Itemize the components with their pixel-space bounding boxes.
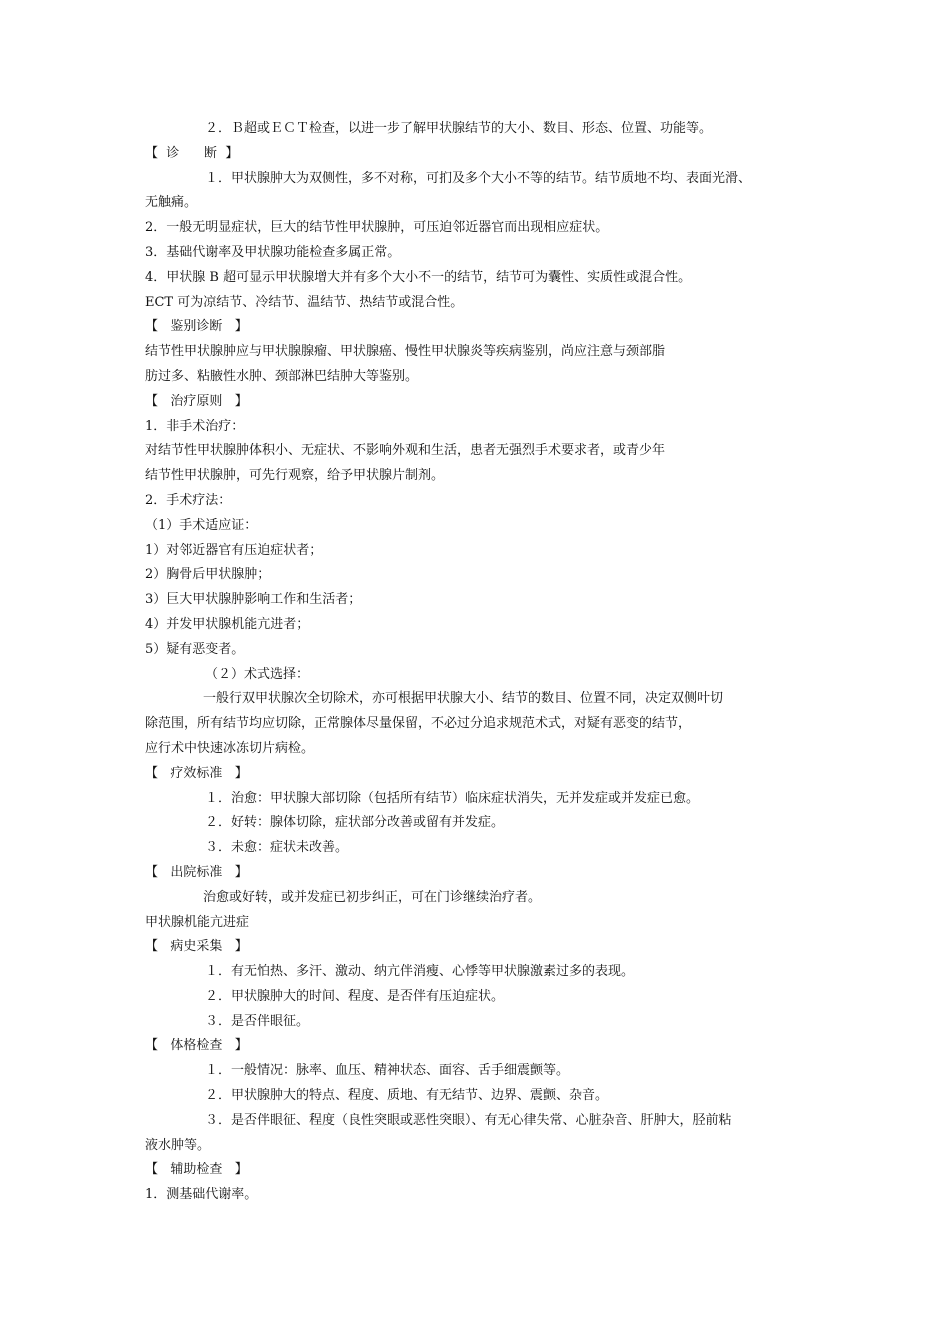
text-line: 2．手术疗法： <box>145 492 232 508</box>
text-line: ２．甲状腺肿大的特点、程度、质地、有无结节、边界、震颤、杂音。 <box>205 1088 609 1104</box>
text-line: ３．是否伴眼征。 <box>205 1013 310 1029</box>
text-line: １．治愈：甲状腺大部切除（包括所有结节）临床症状消失，无并发症或并发症已愈。 <box>205 790 700 806</box>
text-line: 1．测基础代谢率。 <box>145 1187 258 1203</box>
text-line: ECT 可为凉结节、冷结节、温结节、热结节或混合性。 <box>145 294 464 310</box>
text-line: 1）对邻近器官有压迫症状者； <box>145 542 323 558</box>
text-line: ２．甲状腺肿大的时间、程度、是否伴有压迫症状。 <box>205 988 505 1004</box>
text-line: （２）术式选择： <box>205 666 310 682</box>
text-line: 4）并发甲状腺机能亢进者； <box>145 616 310 632</box>
chapter-title: 甲状腺机能亢进症 <box>145 914 250 930</box>
section-heading-differential: 【 鉴别诊断 】 <box>145 319 248 335</box>
text-line: 4．甲状腺 B 超可显示甲状腺增大并有多个大小不一的结节，结节可为囊性、实质性或混合性。 <box>145 269 692 285</box>
text-line: 除范围，所有结节均应切除，正常腺体尽量保留，不必过分追求规范术式，对疑有恶变的结节， <box>145 716 692 732</box>
text-line: 对结节性甲状腺肿体积小、无症状、不影响外观和生活，患者无强烈手术要求者，或青少年 <box>145 443 666 459</box>
text-line: 3）巨大甲状腺肿影响工作和生活者； <box>145 592 362 608</box>
text-line: １．一般情况：脉率、血压、精神状态、面容、舌手细震颤等。 <box>205 1063 570 1079</box>
section-heading-discharge: 【 出院标准 】 <box>145 864 248 880</box>
text-line: 结节性甲状腺肿，可先行观察，给予甲状腺片制剂。 <box>145 468 445 484</box>
text-line: 无触痛。 <box>145 195 198 211</box>
text-line: 3．基础代谢率及甲状腺功能检查多属正常。 <box>145 244 401 260</box>
text-line: ２．Ｂ超或ＥＣＴ检查，以进一步了解甲状腺结节的大小、数目、形态、位置、功能等。 <box>205 121 713 136</box>
section-heading-diagnosis: 【 诊 断 】 <box>145 145 239 161</box>
text-line: 治愈或好转，或并发症已初步纠正，可在门诊继续治疗者。 <box>203 889 542 905</box>
text-line: １．有无怕热、多汗、激动、纳亢伴消瘦、心悸等甲状腺激素过多的表现。 <box>205 964 635 980</box>
document-body <box>145 117 805 1208</box>
text-line: ２．好转：腺体切除，症状部分改善或留有并发症。 <box>205 815 505 831</box>
text-line: 液水肿等。 <box>145 1137 211 1153</box>
text-line: 一般行双甲状腺次全切除术，亦可根据甲状腺大小、结节的数目、位置不同，决定双侧叶切 <box>203 691 724 707</box>
section-heading-treatment: 【 治疗原则 】 <box>145 393 248 409</box>
text-line: ３．未愈：症状未改善。 <box>205 840 349 856</box>
text-line: （1）手术适应证： <box>145 517 258 533</box>
text-line: 1．非手术治疗： <box>145 418 245 434</box>
text-line: 肪过多、粘腋性水肿、颈部淋巴结肿大等鉴别。 <box>145 368 419 384</box>
text-line: 2）胸骨后甲状腺肿； <box>145 567 271 583</box>
text-line: ３．是否伴眼征、程度（良性突眼或恶性突眼）、有无心律失常、心脏杂音、肝肿大，胫前粘 <box>205 1112 732 1128</box>
section-heading-auxiliary-exam: 【 辅助检查 】 <box>145 1162 248 1178</box>
section-heading-physical-exam: 【 体格检查 】 <box>145 1038 248 1054</box>
section-heading-efficacy: 【 疗效标准 】 <box>145 765 248 781</box>
text-line: １．甲状腺肿大为双侧性，多不对称，可扪及多个大小不等的结节。结节质地不均、表面光滑、 <box>205 170 752 186</box>
section-heading-history: 【 病史采集 】 <box>145 939 248 955</box>
text-line: 应行术中快速冰冻切片病检。 <box>145 740 315 756</box>
text-line: 结节性甲状腺肿应与甲状腺腺瘤、甲状腺癌、慢性甲状腺炎等疾病鉴别，尚应注意与颈部脂 <box>145 344 666 360</box>
text-line: 5）疑有恶变者。 <box>145 641 245 657</box>
text-line: 2．一般无明显症状，巨大的结节性甲状腺肿，可压迫邻近器官而出现相应症状。 <box>145 220 609 236</box>
